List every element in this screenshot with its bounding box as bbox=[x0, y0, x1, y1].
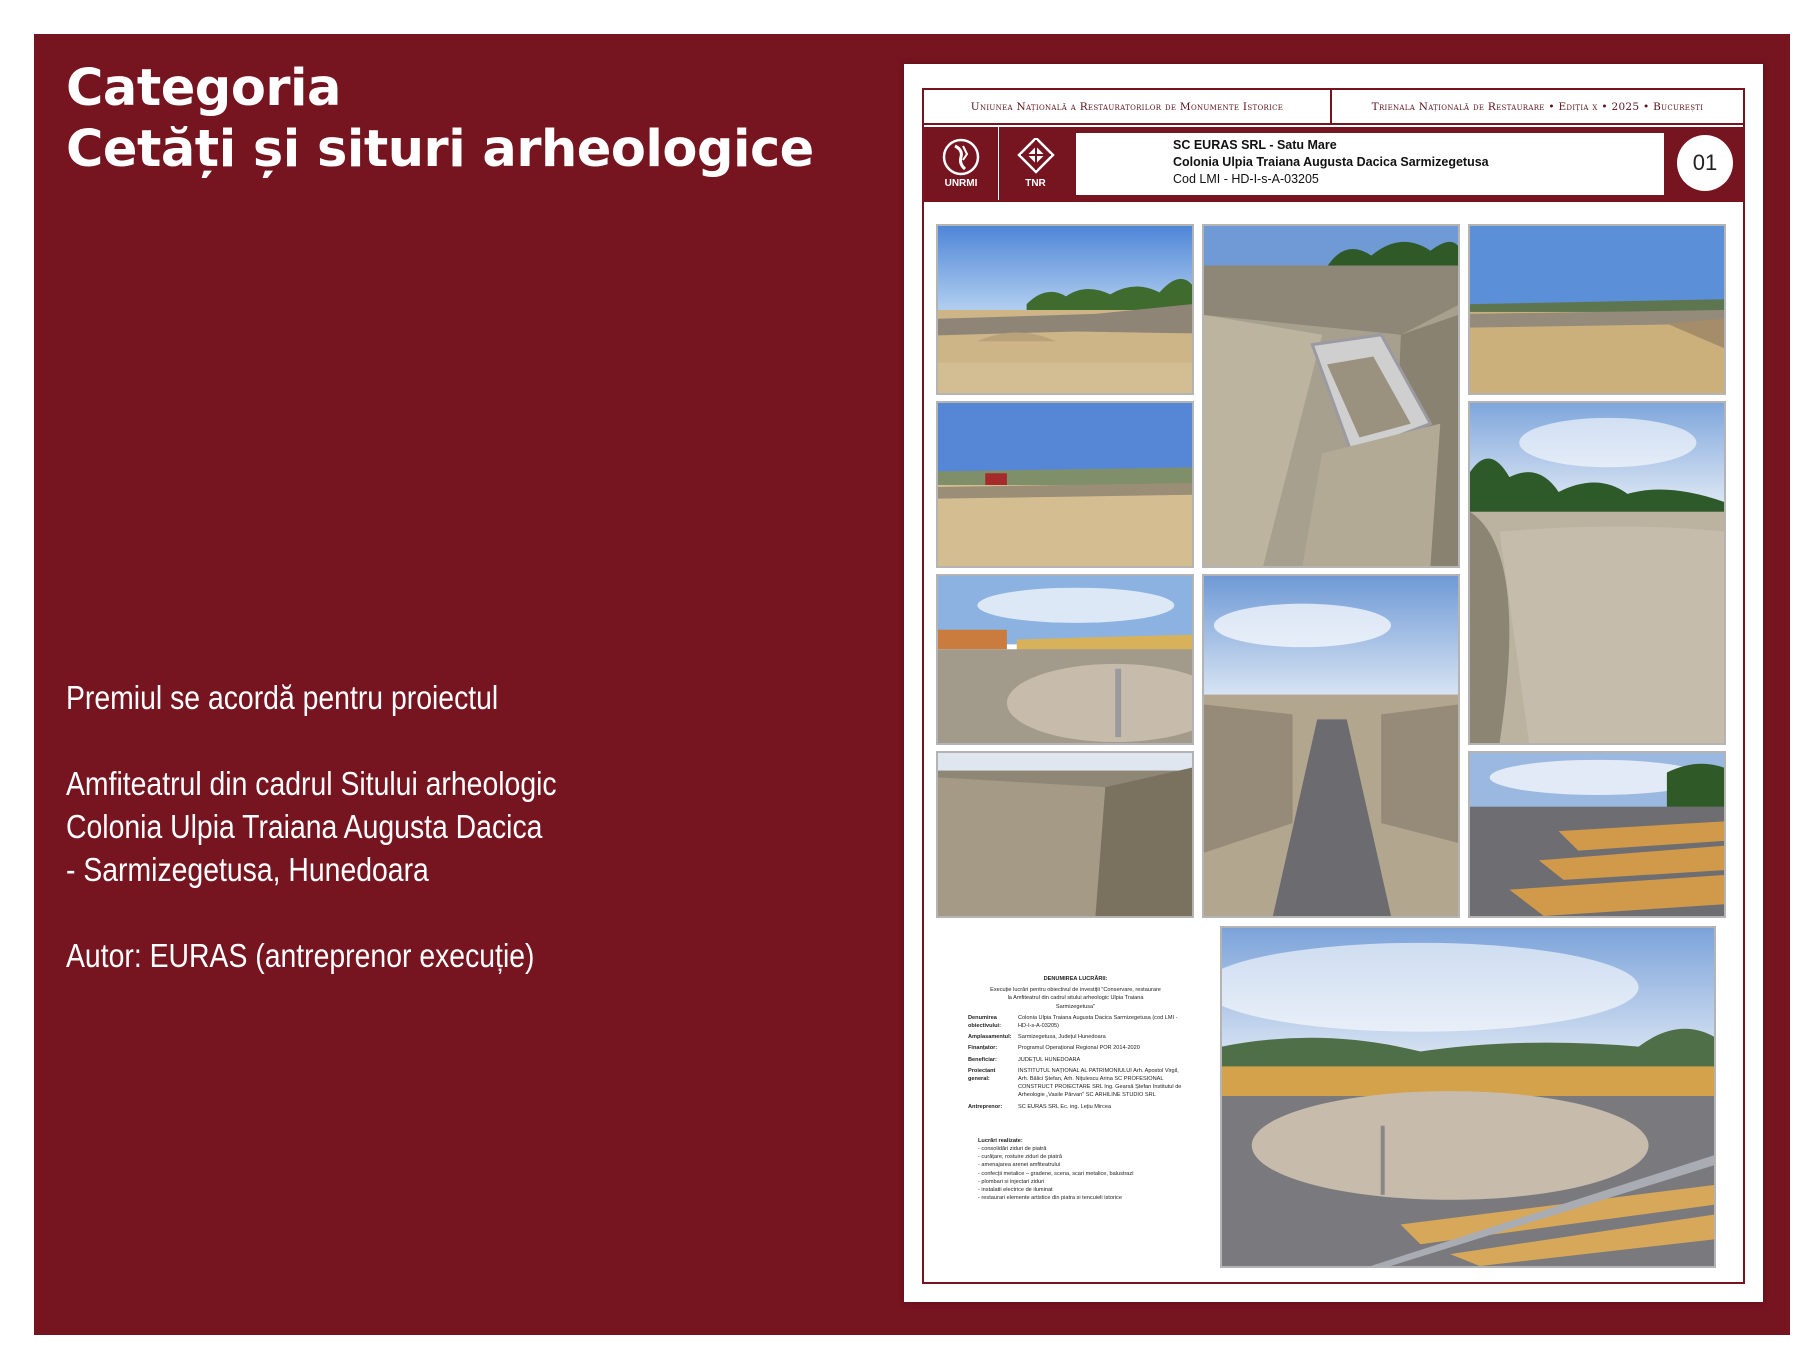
works-heading: Lucrări realizate: bbox=[978, 1137, 1023, 1144]
photo-seating-benches bbox=[1468, 751, 1726, 918]
specs-key: Antreprenor: bbox=[968, 1103, 1003, 1110]
category-title bbox=[66, 58, 814, 180]
photo-arena-overview-1 bbox=[936, 574, 1194, 745]
category-label: Categoria bbox=[66, 59, 341, 118]
works-item: - plombari si injectari ziduri bbox=[978, 1178, 1045, 1185]
works-item: - amenajarea arenei amfiteatrului bbox=[978, 1162, 1061, 1169]
photo-site-field bbox=[1468, 224, 1726, 395]
specs-value: JUDEȚUL HUNEDOARA bbox=[1018, 1056, 1081, 1063]
header-event: Trienala Națională de Restaurare • Ediția x • 2025 • București bbox=[1371, 100, 1704, 113]
poster-title-bar bbox=[924, 127, 1743, 202]
tnr-logo bbox=[998, 127, 1072, 200]
poster-number: 01 bbox=[1677, 135, 1733, 191]
specs-row bbox=[968, 1033, 1183, 1041]
tnr-logo-text: TNR bbox=[1025, 178, 1046, 189]
header-organization: Uniunea Națională a Restauratorilor de Monumente Istorice bbox=[924, 90, 1332, 123]
specs-value: Sarmizegetusa, Județul Hunedoara bbox=[1018, 1034, 1106, 1041]
unrmi-emblem-icon bbox=[941, 138, 981, 176]
specs-row bbox=[968, 1014, 1183, 1030]
project-author: Autor: EURAS (antreprenor execuție) bbox=[66, 937, 535, 974]
project-poster bbox=[904, 64, 1763, 1302]
specs-key: Beneficiar: bbox=[968, 1056, 997, 1063]
specs-row bbox=[968, 1067, 1183, 1100]
project-name-line-2: Colonia Ulpia Traiana Augusta Dacica bbox=[66, 808, 543, 845]
photo-arena-wall-curve bbox=[1468, 401, 1726, 745]
photo-stone-wall-corridor bbox=[1202, 224, 1460, 568]
award-intro: Premiul se acordă pentru proiectul bbox=[66, 679, 499, 716]
specs-title: Execuție lucrări pentru obiectivul de investiții "Conservare, restaurare la Amfiteatrul din cadrul sitului arheologic Ulpia Traiana Sarmizegetusa" bbox=[990, 987, 1161, 1010]
unrmi-logo bbox=[924, 127, 998, 200]
photo-excavation-area bbox=[936, 401, 1194, 568]
works-item: - consolidări ziduri de piatră bbox=[978, 1146, 1047, 1153]
photo-stone-walls-detail bbox=[936, 751, 1194, 918]
poster-header-bar bbox=[924, 90, 1743, 125]
poster-frame bbox=[922, 88, 1745, 1284]
project-specifications bbox=[968, 975, 1183, 1275]
photo-entrance-walkway bbox=[1202, 574, 1460, 918]
company-name: SC EURAS SRL - Satu Mare bbox=[1173, 138, 1337, 152]
photo-arena-panorama bbox=[1220, 926, 1716, 1268]
specs-key: Proiectant general: bbox=[968, 1067, 996, 1083]
lmi-code: Cod LMI - HD-I-s-A-03205 bbox=[1173, 172, 1319, 186]
works-item: - confecții metalice – gradene, scena, scari metalice, balustrazi bbox=[978, 1170, 1134, 1177]
specs-row bbox=[968, 1044, 1183, 1052]
specs-heading: DENUMIREA LUCRĂRII: bbox=[1043, 976, 1108, 982]
specs-row bbox=[968, 1103, 1183, 1111]
project-info-box bbox=[1076, 133, 1664, 195]
project-name-line-1: Amfiteatrul din cadrul Sitului arheologic bbox=[66, 765, 557, 802]
photo-site-walls-1 bbox=[936, 224, 1194, 395]
specs-value: INSTITUTUL NAȚIONAL AL PATRIMONIULUI Arh. Apostol Virgil, Arh. Bălici Ștefan, Arh. Nițulescu Arina SC PROFESIONAL CONSTRUCT PROIECTARE SRL Ing. Gearsă Ștefan Institutul de Arheologie „Vasile Pârvan" SC ARHILINE STUDIO SRL bbox=[1018, 1067, 1182, 1099]
specs-row bbox=[968, 1056, 1183, 1064]
specs-key: Denumirea obiectivului: bbox=[968, 1014, 1001, 1030]
project-name-line-3: - Sarmizegetusa, Hunedoara bbox=[66, 851, 429, 888]
specs-value: Colonia Ulpia Traiana Augusta Dacica Sarmizegetusa (cod LMI - HD-I-s-A-03205) bbox=[1018, 1014, 1178, 1030]
specs-key: Amplasamentul: bbox=[968, 1034, 1012, 1041]
specs-value: SC EURAS SRL Ec. ing. Lețiu Mircea bbox=[1018, 1103, 1112, 1110]
site-name: Colonia Ulpia Traiana Augusta Dacica Sarmizegetusa bbox=[1173, 155, 1489, 169]
specs-value: Programul Operațional Regional POR 2014-2020 bbox=[1018, 1045, 1140, 1052]
unrmi-logo-text: UNRMI bbox=[944, 178, 978, 189]
category-name: Cetăți și situri arheologice bbox=[66, 120, 814, 179]
specs-key: Finanțator: bbox=[968, 1045, 998, 1052]
works-item: - restaurari elemente artistice din piatra si tencuieli istorice bbox=[978, 1195, 1122, 1202]
works-item: - instalatii electrice de iluminat bbox=[978, 1187, 1053, 1194]
works-list bbox=[978, 1145, 1183, 1202]
works-item: - curățare, rostuire ziduri de piatră bbox=[978, 1154, 1062, 1161]
tnr-diamond-icon bbox=[1016, 138, 1056, 176]
